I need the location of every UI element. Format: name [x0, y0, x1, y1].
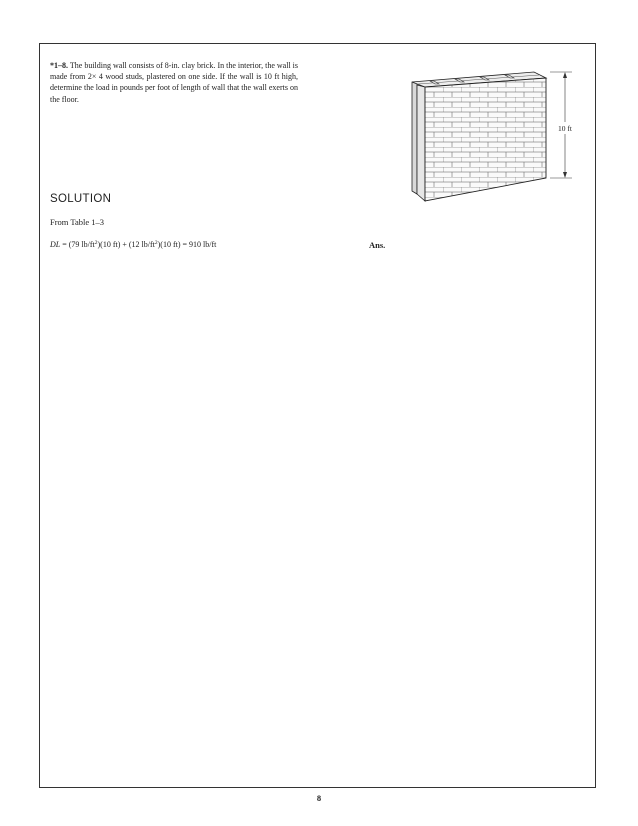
- brick-wall-figure: [400, 60, 590, 210]
- equation-variable: DL: [50, 240, 61, 249]
- height-dimension: [550, 72, 573, 178]
- equation-part-2: )(10 ft) + (12 lb/ft: [97, 240, 155, 249]
- solution-heading: SOLUTION: [50, 193, 112, 205]
- problem-text: The building wall consists of 8-in. clay brick. In the interior, the wall is made from 2× 4 wood studs, plastered on one side. If the wall is 10 ft high, determine the load in pounds per foot of length of wall that the wall exerts on the floor.: [50, 61, 299, 104]
- table-reference: From Table 1–3: [50, 217, 105, 227]
- answer-label: Ans.: [369, 240, 386, 250]
- dead-load-equation: [50, 240, 216, 249]
- problem-number: *1–8.: [50, 61, 68, 70]
- exponent-2: 2: [154, 240, 158, 246]
- height-label: 10 ft: [558, 124, 572, 133]
- exponent-1: 2: [94, 240, 98, 246]
- equation-part-1: = (79 lb/ft: [60, 240, 95, 249]
- equation-part-3: )(10 ft) = 910 lb/ft: [157, 240, 217, 249]
- page-number: 8: [316, 793, 322, 803]
- problem-statement: [50, 60, 298, 105]
